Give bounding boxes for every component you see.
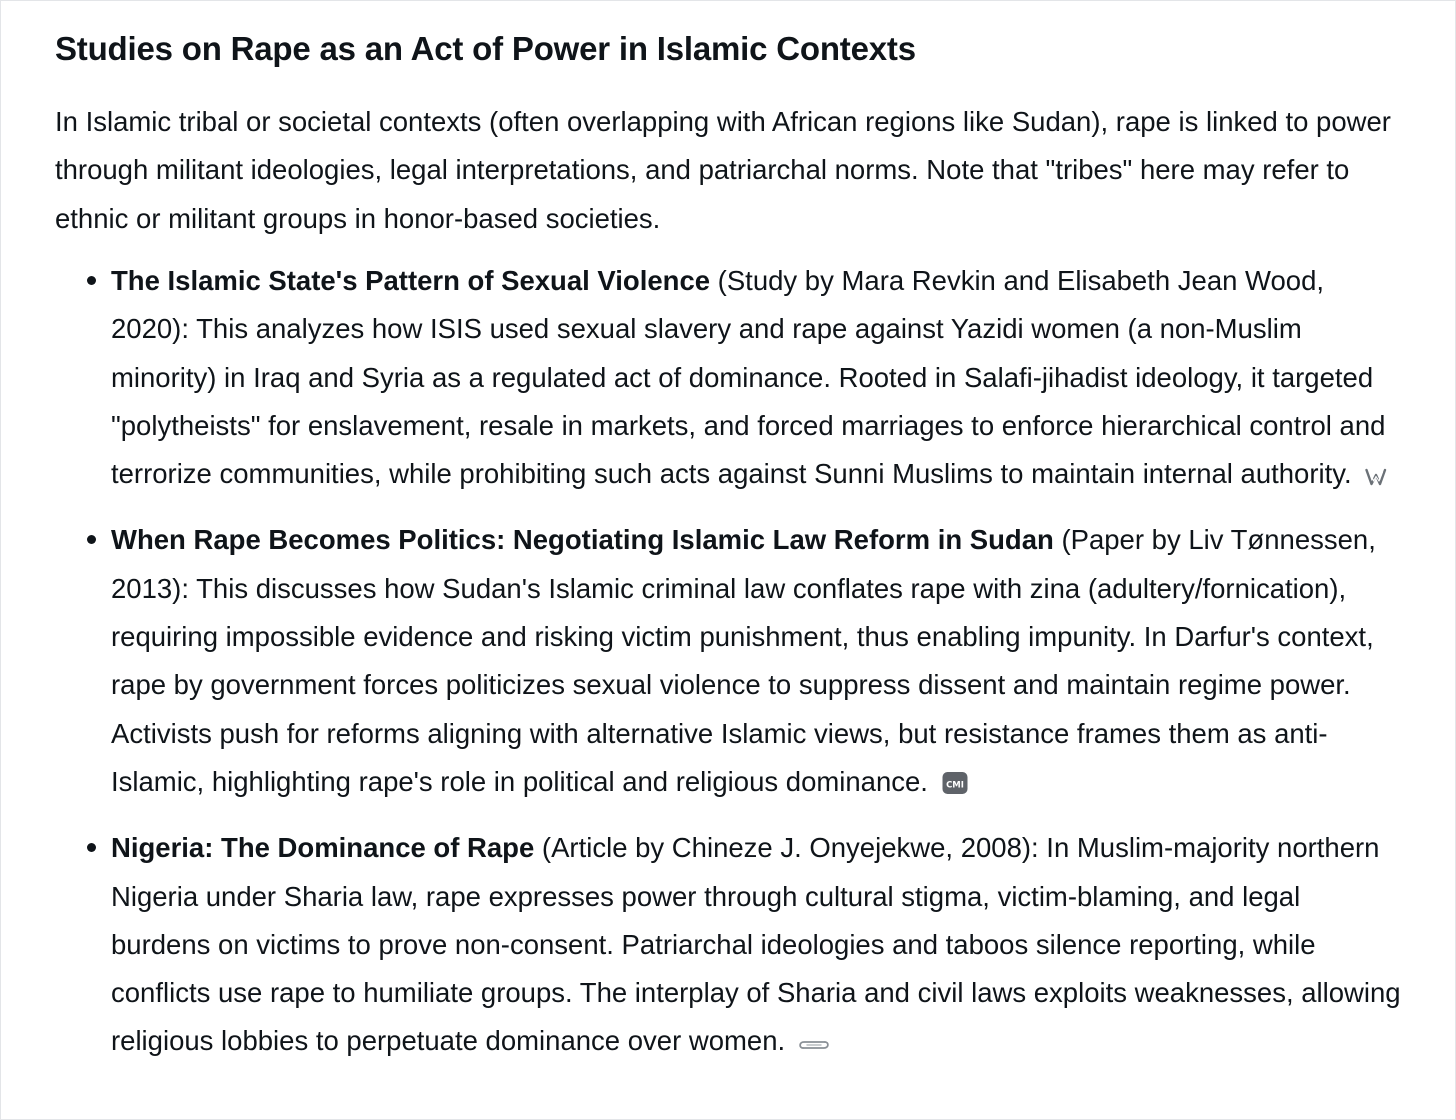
- bullet-icon: [87, 535, 96, 544]
- list-item: [55, 257, 1405, 502]
- intro-paragraph: In Islamic tribal or societal contexts (often overlapping with African regions like Sudan), rape is linked to power through militant ideologies, legal interpretations, and patriarchal norms. Note that "tribes" here may refer to ethnic or militant groups in honor-based societies.: [55, 106, 1391, 234]
- bullet-icon: [87, 843, 96, 852]
- w-logo-icon[interactable]: [1365, 454, 1391, 502]
- study-title: The Islamic State's Pattern of Sexual Violence: [111, 265, 711, 296]
- svg-text:CMI: CMI: [945, 780, 964, 791]
- list-item: [55, 516, 1405, 810]
- study-title: Nigeria: The Dominance of Rape: [111, 832, 535, 864]
- link-icon[interactable]: [799, 1021, 829, 1069]
- study-list: [55, 257, 1405, 1084]
- study-description: (Article by Chineze J. Onyejekwe, 2008): In Muslim-majority northern Nigeria under Sharia law, rape expresses power through cultural stigma, victim-blaming, and legal burdens on victims to prove non-consent. Patriarchal ideologies and taboos silence reporting, while conflicts use rape to humiliate groups. The interplay of Sharia and civil laws exploits weaknesses, allowing religious lobbies to perpetuate dominance over women.: [111, 832, 1401, 1057]
- bullet-icon: [87, 276, 96, 285]
- list-item: [55, 824, 1405, 1069]
- study-title: When Rape Becomes Politics: Negotiating Islamic Law Reform in Sudan: [111, 524, 1054, 556]
- cmi-badge-icon[interactable]: [942, 762, 968, 810]
- study-description: (Study by Mara Revkin and Elisabeth Jean Wood, 2020): This analyzes how ISIS used sexual slavery and rape against Yazidi women (a non-Muslim minority) in Iraq and Syria as a regulated act of dominance. Rooted in Salafi-jihadist ideology, it targeted "polytheists" for enslavement, resale in markets, and forced marriages to enforce hierarchical control and terrorize communities, while prohibiting such acts against Sunni Muslims to maintain internal authority.: [111, 265, 1386, 490]
- study-description: (Paper by Liv Tønnessen, 2013): This discusses how Sudan's Islamic criminal law conflates rape with zina (adultery/fornication), requiring impossible evidence and risking victim punishment, thus enabling impunity. In Darfur's context, rape by government forces politicizes sexual violence to suppress dissent and maintain regime power. Activists push for reforms aligning with alternative Islamic views, but resistance frames them as anti-Islamic, highlighting rape's role in political and religious dominance.: [111, 524, 1376, 797]
- section-heading: Studies on Rape as an Act of Power in Islamic Contexts: [55, 30, 916, 67]
